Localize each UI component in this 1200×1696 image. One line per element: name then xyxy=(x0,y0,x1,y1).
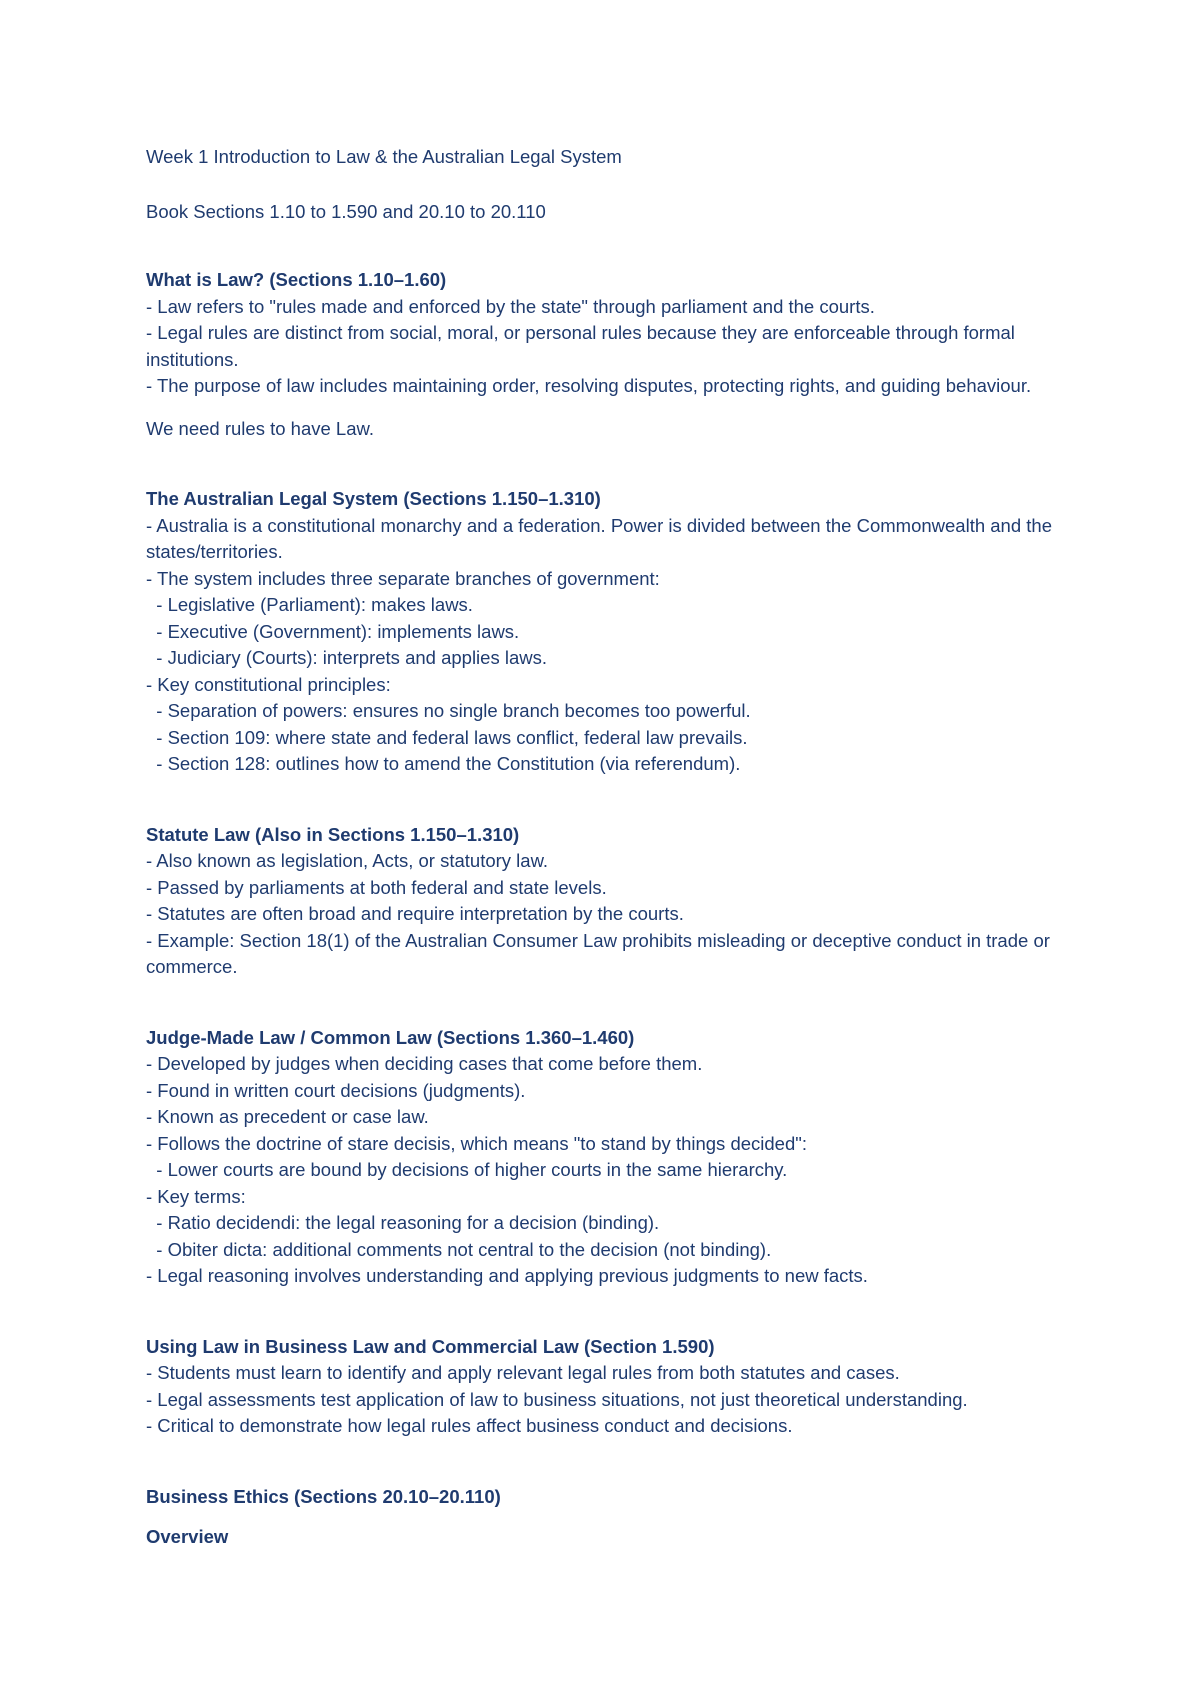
list-item: - Key constitutional principles: xyxy=(146,673,391,695)
document-body xyxy=(146,144,1066,1551)
list-item: - Found in written court decisions (judgments). xyxy=(146,1079,526,1101)
list-item: - Separation of powers: ensures no single branch becomes too powerful. xyxy=(146,700,751,721)
list-item: - Judiciary (Courts): interprets and applies laws. xyxy=(146,647,547,668)
section-heading: The Australian Legal System (Sections 1.150–1.310) xyxy=(146,488,601,509)
section-heading: Business Ethics (Sections 20.10–20.110) xyxy=(146,1485,501,1507)
section-common-law xyxy=(146,1025,1066,1290)
list-item: - Follows the doctrine of stare decisis, which means "to stand by things decided": xyxy=(146,1132,807,1154)
list-item: - Australia is a constitutional monarchy and a federation. Power is divided between the Commonwealth and the states/territories. xyxy=(146,514,1058,562)
book-sections: Book Sections 1.10 to 1.590 and 20.10 to 20.110 xyxy=(146,200,546,222)
list-item: - Law refers to "rules made and enforced by the state" through parliament and the courts. xyxy=(146,295,875,317)
list-item: - Legal assessments test application of law to business situations, not just theoretical understanding. xyxy=(146,1388,968,1410)
list-item: - Obiter dicta: additional comments not central to the decision (not binding). xyxy=(146,1238,772,1260)
list-item: - The purpose of law includes maintaining order, resolving disputes, protecting rights, and guiding behaviour. xyxy=(146,375,1032,396)
list-item: - Statutes are often broad and require interpretation by the courts. xyxy=(146,903,684,924)
document-title: Week 1 Introduction to Law & the Australian Legal System xyxy=(146,146,622,167)
section-heading: Statute Law (Also in Sections 1.150–1.310) xyxy=(146,823,520,845)
section-business-law xyxy=(146,1334,1066,1440)
list-item: - Passed by parliaments at both federal and state levels. xyxy=(146,876,607,898)
section-subheading: Overview xyxy=(146,1526,229,1547)
list-item: - Lower courts are bound by decisions of higher courts in the same hierarchy. xyxy=(146,1159,788,1180)
list-item: - Critical to demonstrate how legal rules affect business conduct and decisions. xyxy=(146,1415,793,1436)
list-item: - Ratio decidendi: the legal reasoning for a decision (binding). xyxy=(146,1212,660,1233)
list-item: - Executive (Government): implements laws. xyxy=(146,620,520,642)
section-note: We need rules to have Law. xyxy=(146,417,374,439)
list-item: - Section 128: outlines how to amend the Constitution (via referendum). xyxy=(146,753,741,774)
list-item: - Legal reasoning involves understanding and applying previous judgments to new facts. xyxy=(146,1265,868,1286)
section-statute-law xyxy=(146,822,1066,981)
list-item: - Known as precedent or case law. xyxy=(146,1106,429,1127)
section-legal-system xyxy=(146,486,1066,778)
list-item: - Developed by judges when deciding cases that come before them. xyxy=(146,1053,703,1074)
section-what-is-law xyxy=(146,267,1066,442)
section-business-ethics xyxy=(146,1484,1066,1551)
section-heading: Judge-Made Law / Common Law (Sections 1.360–1.460) xyxy=(146,1026,635,1048)
section-heading: Using Law in Business Law and Commercial Law (Section 1.590) xyxy=(146,1335,715,1357)
list-item: - Also known as legislation, Acts, or statutory law. xyxy=(146,850,549,871)
list-item: - The system includes three separate branches of government: xyxy=(146,567,660,589)
list-item: - Legal rules are distinct from social, moral, or personal rules because they are enforceable through formal institutions. xyxy=(146,322,1021,370)
section-heading: What is Law? (Sections 1.10–1.60) xyxy=(146,269,447,290)
list-item: - Students must learn to identify and apply relevant legal rules from both statutes and cases. xyxy=(146,1362,900,1383)
list-item: - Section 109: where state and federal laws conflict, federal law prevails. xyxy=(146,726,748,748)
list-item: - Key terms: xyxy=(146,1185,246,1207)
list-item: - Example: Section 18(1) of the Australian Consumer Law prohibits misleading or deceptive conduct in trade or commerce. xyxy=(146,929,1056,977)
list-item: - Legislative (Parliament): makes laws. xyxy=(146,594,473,615)
